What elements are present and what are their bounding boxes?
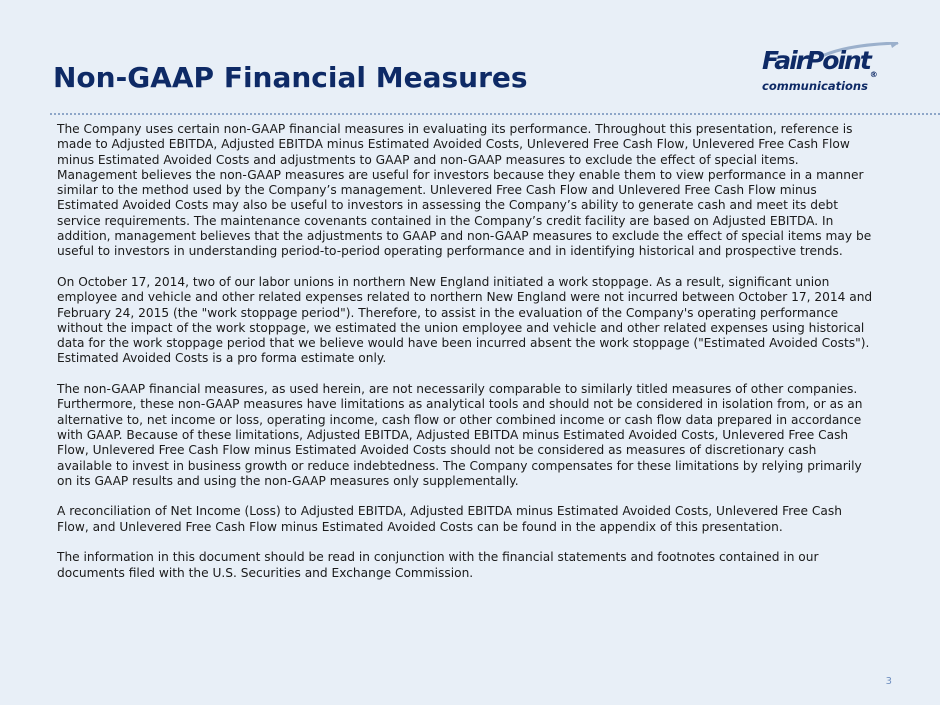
page-number: 3 bbox=[885, 676, 892, 687]
registered-mark: ® bbox=[869, 70, 878, 79]
body-content bbox=[57, 122, 875, 596]
paragraph-work-stoppage: On October 17, 2014, two of our labor unions in northern New England initiated a work stoppage. As a result, significant union employee and vehicle and other related expenses related to northern New England were not incurred between October 17, 2014 and February 24, 2015 (the "work stoppage period"). Therefore, to assist in the evaluation of the Company's operating performance without the impact of the work stoppage, we estimated the union employee and vehicle and other related expenses using historical data for the work stoppage period that we believe would have been incurred absent the work stoppage ("Estimated Avoided Costs"). Estimated Avoided Costs is a pro forma estimate only. bbox=[57, 274, 873, 366]
company-logo bbox=[760, 42, 900, 98]
page-title: Non-GAAP Financial Measures bbox=[53, 61, 528, 94]
title-divider bbox=[50, 113, 940, 115]
logo-tagline: communications bbox=[762, 79, 868, 93]
paragraph-reconciliation: A reconciliation of Net Income (Loss) to Adjusted EBITDA, Adjusted EBITDA minus Estimated Avoided Costs, Unlevered Free Cash Flow, and Unlevered Free Cash Flow minus Estimated Avoided Costs can be found in the appendix of this presentation. bbox=[57, 504, 842, 534]
paragraph-sec-filings: The information in this document should be read in conjunction with the financial statements and footnotes contained in our documents filed with the U.S. Securities and Exchange Commission. bbox=[57, 550, 819, 580]
paragraph-non-gaap-intro: The Company uses certain non-GAAP financial measures in evaluating its performance. Throughout this presentation, reference is made to Adjusted EBITDA, Adjusted EBITDA minus Estimated Avoided Costs, Unlevered Free Cash Flow, Unlevered Free Cash Flow minus Estimated Avoided Costs and adjustments to GAAP and non-GAAP measures to exclude the effect of special items. Management believes the non-GAAP measures are useful for investors because they enable them to view performance in a manner similar to the method used by the Company’s management. Unlevered Free Cash Flow and Unlevered Free Cash Flow minus Estimated Avoided Costs may also be useful to investors in assessing the Company’s ability to generate cash and meet its debt service requirements. The maintenance covenants contained in the Company’s credit facility are based on Adjusted EBITDA. In addition, management believes that the adjustments to GAAP and non-GAAP measures to exclude the effect of special items may be useful to investors in understanding period-to-period operating performance and in identifying historical and prospective trends. bbox=[57, 122, 872, 259]
logo-wordmark: FairPoint® bbox=[762, 46, 878, 79]
paragraph-limitations: The non-GAAP financial measures, as used herein, are not necessarily comparable to similarly titled measures of other companies. Furthermore, these non-GAAP measures have limitations as analytical tools and should not be considered in isolation from, or as an alternative to, net income or loss, operating income, cash flow or other combined income or cash flow data prepared in accordance with GAAP. Because of these limitations, Adjusted EBITDA, Adjusted EBITDA minus Estimated Avoided Costs, Unlevered Free Cash Flow, Unlevered Free Cash Flow minus Estimated Avoided Costs should not be considered as measures of discretionary cash available to invest in business growth or reduce indebtedness. The Company compensates for these limitations by relying primarily on its GAAP results and using the non-GAAP measures only supplementally. bbox=[57, 382, 863, 488]
